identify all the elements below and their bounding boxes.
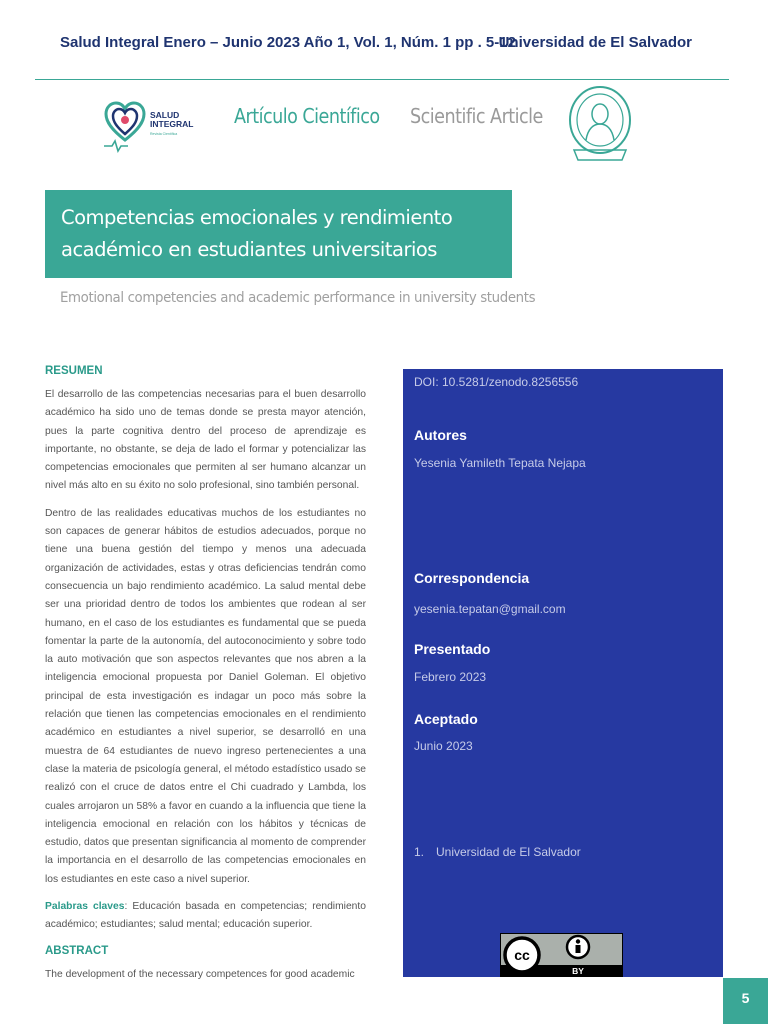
by-text: BY — [572, 966, 584, 976]
submitted-date: Febrero 2023 — [414, 670, 487, 684]
affiliation — [414, 845, 581, 859]
resumen-paragraph-1: El desarrollo de las competencias necesarias para el buen desarrollo académico ha sido uno de temas donde se presta mayor atención, pues la parte cognitiva dentro del proceso de aprendizaje es importante, no obstante, se deja de lado el formar y potencializar las competencias emocionales que permiten al ser humano alcanzar un nivel más alto en su éxito no solo profesional, sino también personal. — [45, 389, 366, 492]
article-title-english: Emotional competencies and academic performance in university students — [60, 290, 536, 306]
affiliation-number: 1. — [414, 845, 425, 859]
keywords-label: Palabras claves — [45, 901, 125, 913]
abstract-heading: ABSTRACT — [45, 944, 109, 957]
article-type-spanish: Artículo Científico — [234, 104, 380, 128]
accepted-date: Junio 2023 — [414, 739, 473, 753]
article-title-banner — [45, 190, 512, 278]
authors: Yesenia Yamileth Tepata Nejapa — [414, 456, 586, 470]
submitted-heading: Presentado — [414, 641, 491, 657]
cc-by-license-icon[interactable] — [500, 933, 623, 977]
heart-stethoscope-icon — [102, 96, 148, 154]
abstract-first-line: The development of the necessary competences for good academic — [45, 968, 355, 980]
abstract-column — [45, 365, 366, 993]
article-title: Competencias emocionales y rendimiento académico en estudiantes universitarios — [61, 206, 453, 261]
university-seal-icon — [566, 84, 634, 164]
header-divider — [35, 79, 729, 80]
page-number: 5 — [723, 978, 768, 1024]
article-info-sidebar — [403, 369, 723, 977]
journal-citation: Salud Integral Enero – Junio 2023 Año 1, Vol. 1, Núm. 1 pp . 5-12 — [60, 34, 516, 51]
running-header — [60, 34, 700, 56]
correspondence-email[interactable]: yesenia.tepatan@gmail.com — [414, 602, 566, 616]
keywords — [45, 898, 366, 935]
doi[interactable]: DOI: 10.5281/zenodo.8256556 — [414, 375, 579, 389]
journal-logo-subtitle: Revista Científica — [150, 132, 178, 136]
journal-logo — [102, 96, 194, 154]
article-type-english: Scientific Article — [410, 104, 543, 128]
institution-name: Universidad de El Salvador — [498, 34, 692, 51]
cc-text: cc — [514, 947, 530, 963]
journal-logo-text: SALUD INTEGRAL — [150, 110, 194, 129]
keywords-text: : Educación basada en competencias; rendimiento académico; estudiantes; salud mental; educación superior. — [45, 901, 366, 931]
correspondence-heading: Correspondencia — [414, 570, 530, 586]
accepted-heading: Aceptado — [414, 711, 478, 727]
resumen-paragraph-2: Dentro de las realidades educativas muchos de los estudiantes no son capaces de generar hábitos de estudios adecuados, porque no tiene una buena gestión del tiempo y menos una adecuada organización de actividades, estas y otras deficiencias tendrán como consecuencia un bajo rendimiento académico. La salud mental debe ser una prioridad dentro de todos los ambientes que rodean al ser humano, en el caso de los estudiantes es fundamental que se pueda fomentar la parte de la autonomía, del autoconocimiento y sobre todo la auto motivación que son aspectos relevantes que nos abren a la inteligencia emocional propuesta por Daniel Goleman. El objetivo principal de esta investigación es indagar un poco más sobre la relación que tienen las competencias emocionales en el rendimiento académico en estudiantes a nivel superior, se desarrolló en una muestra de 64 estudiantes de nuevo ingreso pertenecientes a una clase la materia de psicología general, el método estadístico usado se realizó con el cruce de datos entre el Chi cuadrado y Lambda, los cuales arrojaron un 58% a favor en cuando a la influencia que tiene la inteligencia emocional en relación con los hábitos y técnicas de estudio, datos que presentan significancia al momento de comprender la importancia en el desarrollo de las competencias emocionales en los estudiantes en este caso a nivel superior. — [45, 507, 366, 885]
affiliation-name: Universidad de El Salvador — [436, 845, 581, 859]
resumen-heading: RESUMEN — [45, 365, 103, 377]
authors-heading: Autores — [414, 427, 467, 443]
